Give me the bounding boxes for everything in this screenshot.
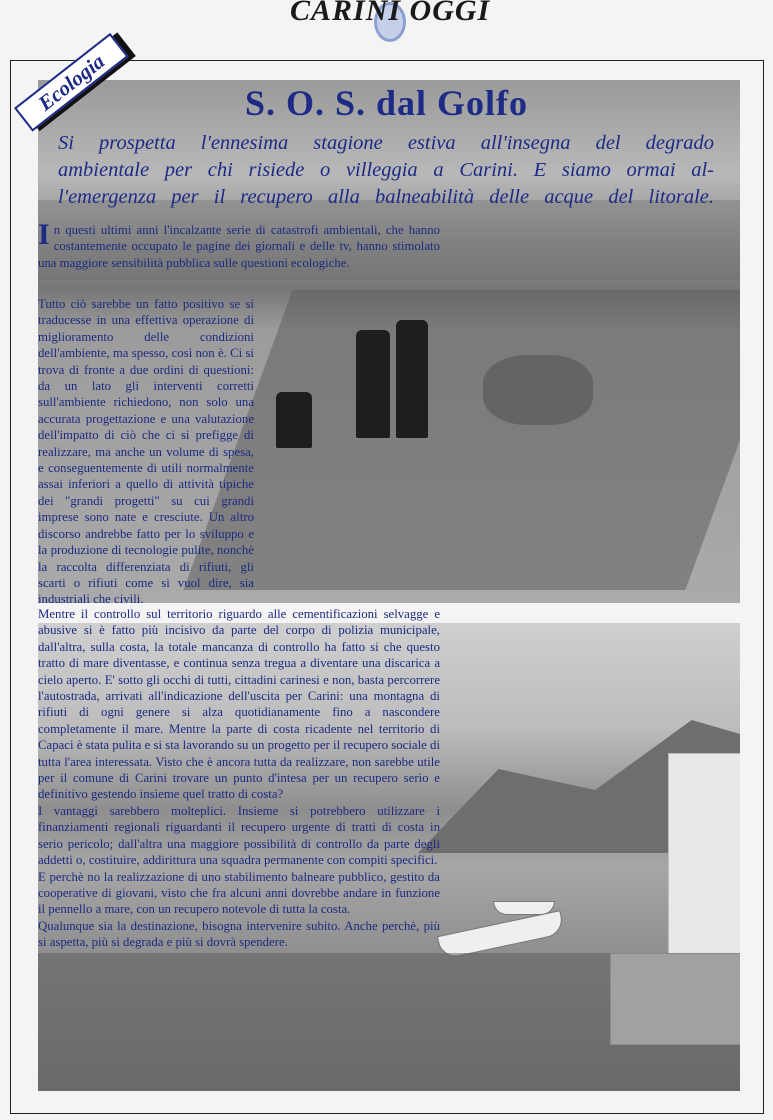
lead-line: Si prospetta l'ennesima stagione estiva all'insegna del degrado bbox=[58, 132, 714, 154]
body-column bbox=[38, 296, 254, 608]
masthead-title: CARINI OGGI bbox=[290, 0, 491, 27]
person-figure bbox=[276, 392, 312, 448]
paragraph: Tutto ciò sarebbe un fatto positivo se si traducesse in una effettiva operazione di miglioramento delle condizioni dell'ambiente, ma spesso, così non è. Ci si trova di fronte a due ordini di questioni: da un lato gli interventi corretti sull'ambiente richiedono, non solo una accurata progettazione e una valutazione dell'impatto di ciò che ci si prefigge di realizzare, ma anche un volume di spesa, e conseguentemente di utili normalmente assai inferiori a quello di attività tipiche dei "grandi progetti" su cui grandi imprese sono nate e cresciute. Un altro discorso andrebbe fatto per lo sviluppo e la produzione di tecnologie pulite, nonchè la raccolta differenziata di rifiuti, gli scarti o rifiuti come si vuol dire, sia industriali che civili. bbox=[38, 297, 254, 607]
body-lower bbox=[38, 606, 440, 951]
boat bbox=[493, 901, 555, 915]
masthead bbox=[0, 0, 773, 30]
paragraph: n questi ultimi anni l'incalzante serie di catastrofi ambientali, che hanno costantemente occupato le pagine dei giornali e delle tv, hanno stimolato una maggiore sensibilità pubblica sulle questioni ecologiche. bbox=[38, 223, 440, 270]
paragraph: Qualunque sia la destinazione, bisogna intervenire subito. Anche perchè, più si aspetta, più si degrada e più si dovrà spendere. bbox=[38, 918, 440, 950]
paragraph: I vantaggi sarebbero molteplici. Insieme si potrebbero utilizzare i finanziamenti regionali riguardanti il recupero urgente di tratti di costa in serio pericolo; dall'altra una maggiore possibilità di controllo da parte degli addetti o, costituire, addirittura una squadra permanente con compiti specifici. bbox=[38, 803, 440, 868]
person-figure bbox=[356, 330, 390, 438]
section-tag: Ecologia bbox=[14, 33, 129, 132]
lead-line: ambientale per chi risiede o villeggia a Carini. E siamo ormai al- bbox=[58, 159, 714, 181]
article-title: S. O. S. dal Golfo bbox=[244, 83, 529, 123]
article-lead bbox=[58, 130, 714, 211]
paragraph: E perchè no la realizzazione di uno stabilimento balneare pubblico, gestito da cooperative di giovani, visto che fra alcuni anni dovrebbe andare in funzione il pennello a mare, con un recupero notevole di tutta la costa. bbox=[38, 869, 440, 917]
lead-line: l'emergenza per il recupero alla balneabilità delle acque del litorale. bbox=[58, 186, 714, 208]
person-figure bbox=[396, 320, 428, 438]
body-intro bbox=[38, 218, 440, 271]
beach-building bbox=[668, 753, 740, 975]
shoreline-rocks bbox=[183, 290, 740, 590]
rock-mound bbox=[483, 355, 593, 425]
paragraph: Mentre il controllo sul territorio riguardo alle cementificazioni selvagge e abusive si è fatto più incisivo da parte del corpo di polizia municipale, dall'altra, sulla costa, la totale mancanza di controllo ha fatto si che questo tratto di mare diventasse, e continua senza tregua a diventare una discarica a cielo aperto. E' sotto gli occhi di tutti, cittadini carinesi e non, basta percorrere l'autostrada, arrivati all'indicazione dell'uscita per Carini: una montagna di rifiuti di ogni genere si alza quotidianamente fino a nascondere completamente il mare. Mentre la parte di costa ricadente nel territorio di Capaci è stata pulita e si sta lavorando su un progetto per il recupero sociale di tutta l'area interessata. Visto che è ancora tutta da realizzare, non sarebbe utile per il comune di Carini trovare un punto d'intesa per un recupero serio e definitivo gestendo insieme quel tratto di costa? bbox=[38, 607, 440, 802]
pebble-beach bbox=[38, 953, 740, 1091]
dropcap: I bbox=[38, 218, 50, 251]
